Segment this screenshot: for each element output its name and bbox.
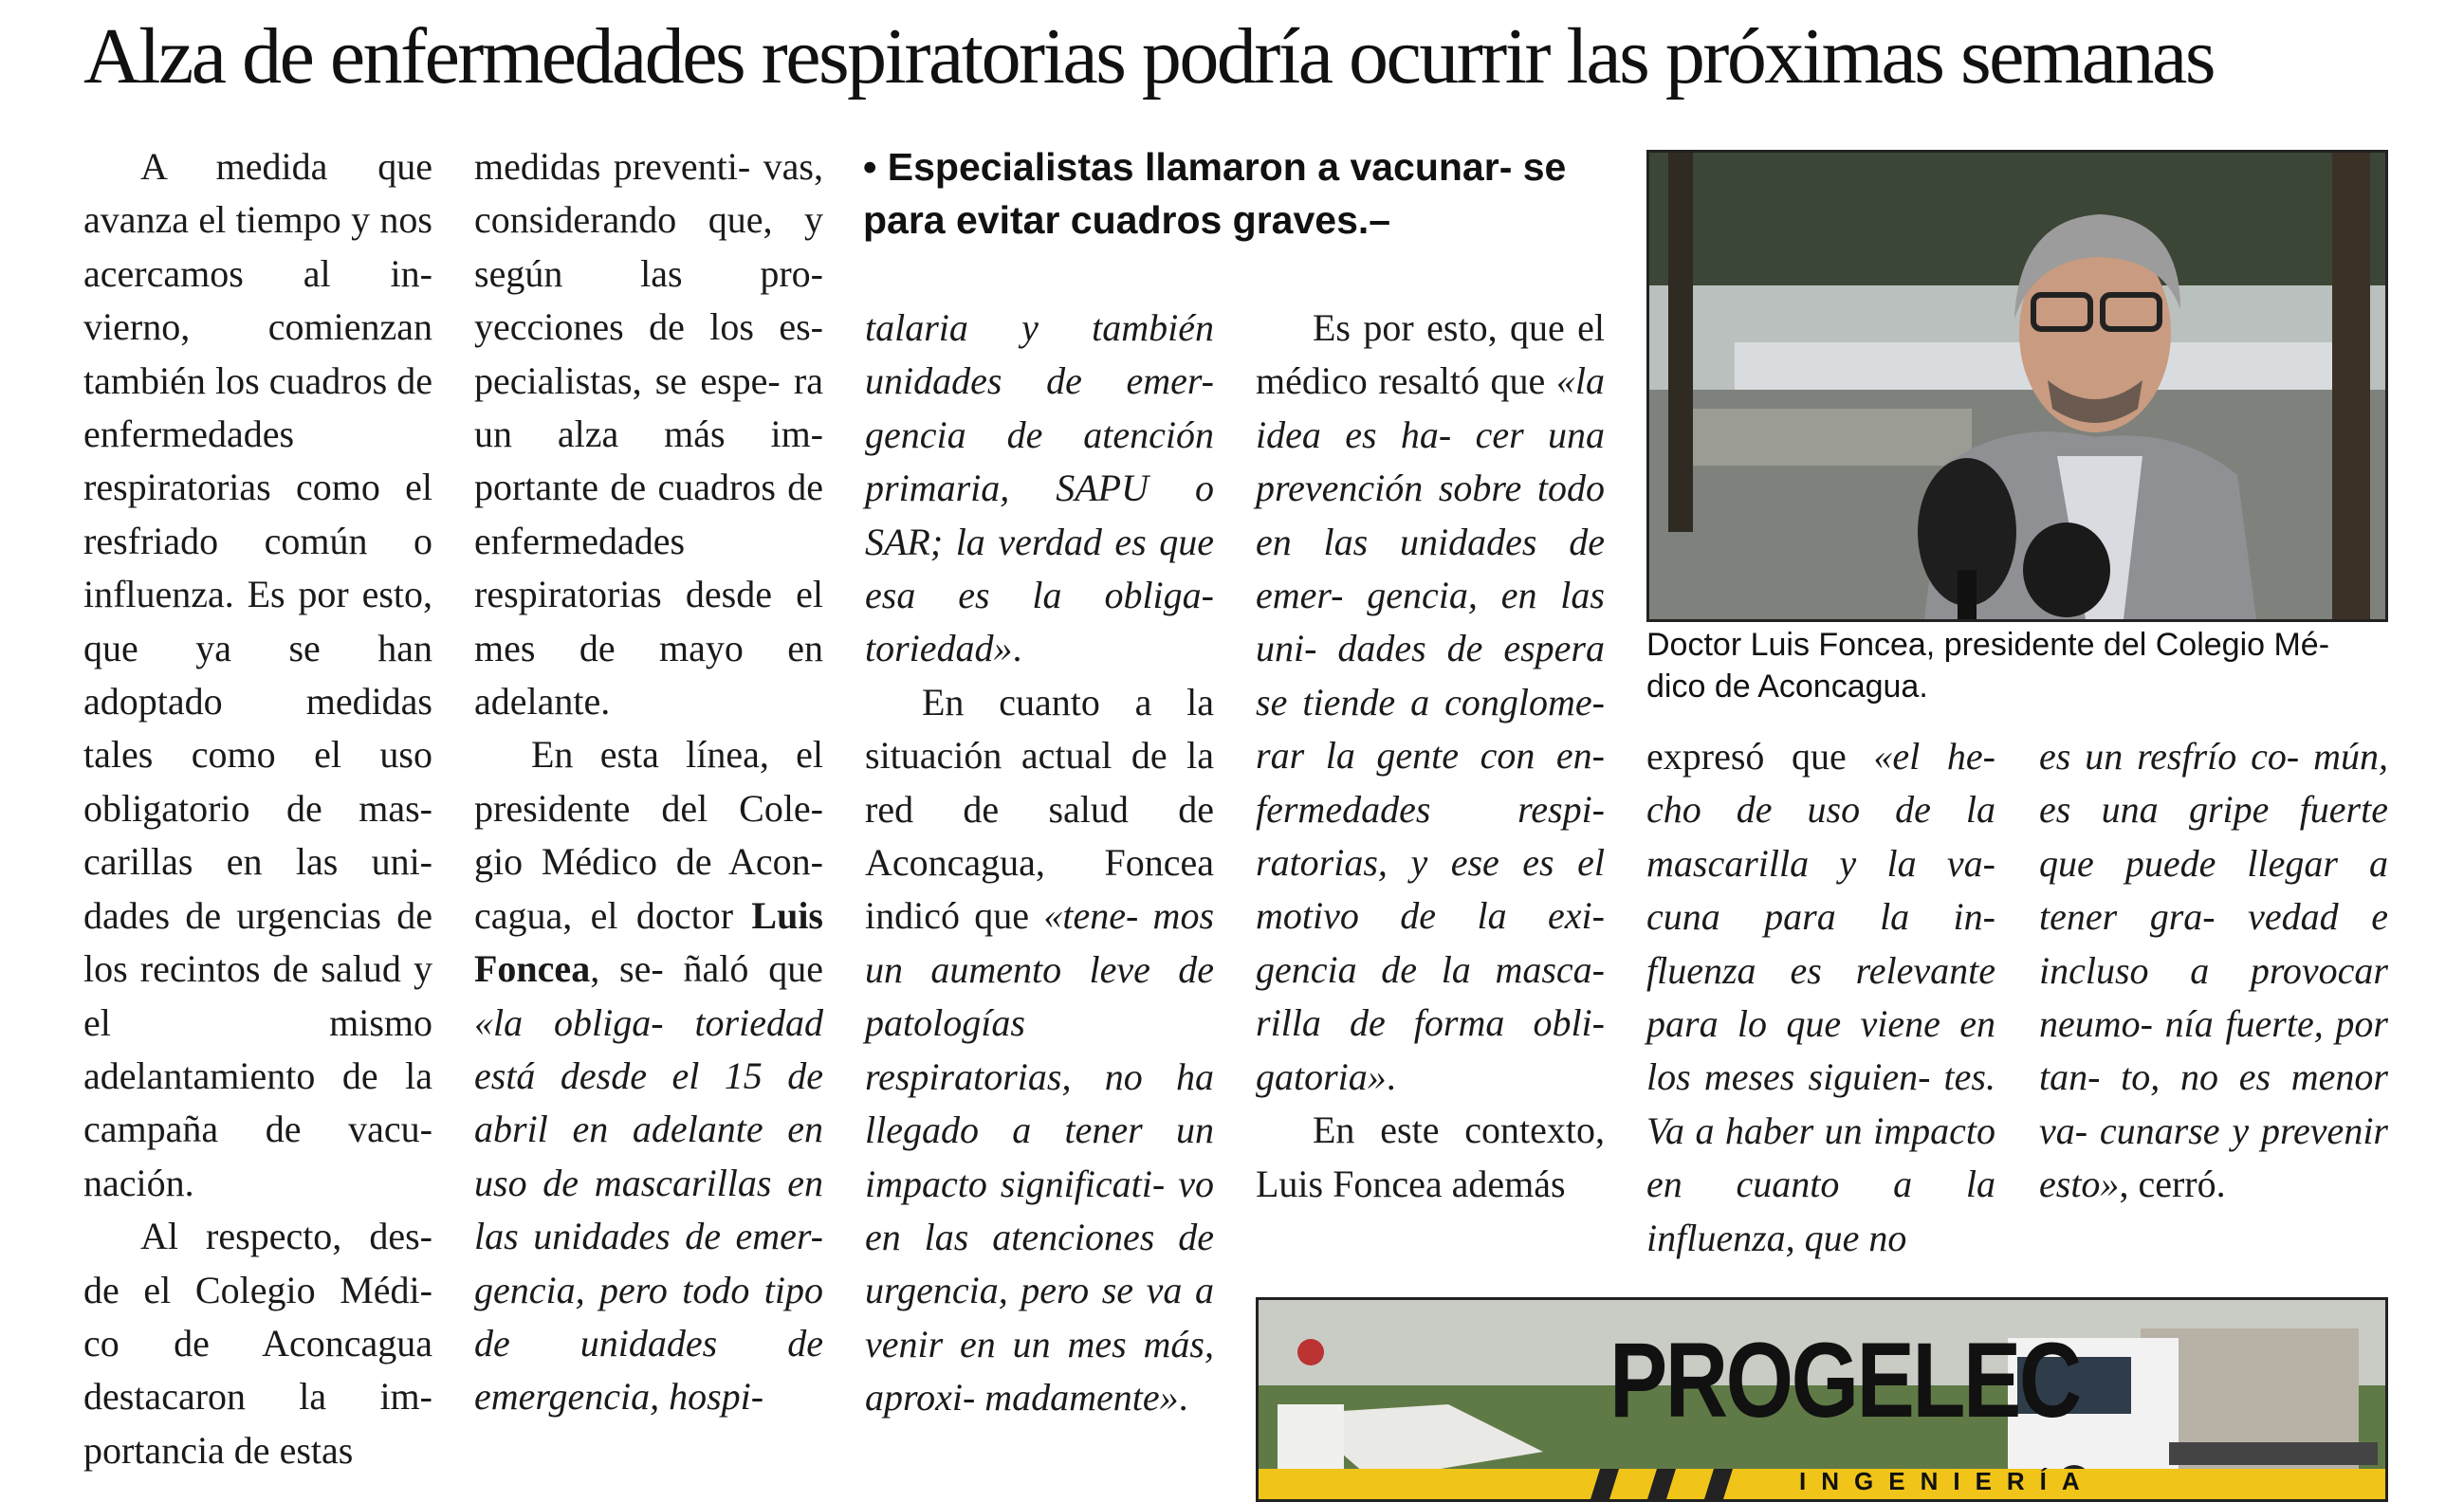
article-column-5 bbox=[1646, 730, 1995, 1265]
paragraph: medidas preventi- vas, considerando que, y según las pro- yecciones de los es- pecialistas, se espe- ra un alza más im- portante de cuadros de enfermedades respiratorias desde el mes de mayo en adelante. bbox=[474, 145, 823, 724]
article-photo bbox=[1646, 150, 2388, 622]
text-run: En cuanto a la situación actual de la red de salud de Aconcagua, Foncea indicó que bbox=[865, 680, 1214, 938]
quote: es un resfrío co- mún, es una gripe fuerte que puede llegar a tener gra- vedad e incluso a provocar neumo- nía fuerte, por tan- to, no es menor va- cunarse y prevenir esto» bbox=[2039, 735, 2388, 1206]
doctor-name: Luis Foncea bbox=[474, 893, 823, 991]
article-column-6 bbox=[2039, 730, 2388, 1212]
paragraph bbox=[865, 676, 1214, 1425]
paragraph: En este contexto, Luis Foncea además bbox=[1256, 1108, 1605, 1205]
paragraph bbox=[865, 302, 1214, 676]
headline: Alza de enfermedades respiratorias podría ocurrir las próximas semanas bbox=[83, 12, 2215, 101]
ad-tagline: INGENIERÍA bbox=[1799, 1467, 2095, 1495]
ad-brand-name: PROGELEC bbox=[1609, 1321, 2080, 1439]
text-run: , se- ñaló que bbox=[590, 947, 823, 991]
advertisement bbox=[1256, 1297, 2388, 1502]
photo-caption: Doctor Luis Foncea, presidente del Colegio Mé- dico de Aconcagua. bbox=[1646, 627, 2330, 705]
quote: talaria y también unidades de emer- gencia de atención primaria, SAPU o SAR; la verdad es que esa es la obliga- toriedad» bbox=[865, 306, 1214, 670]
article-column-4 bbox=[1256, 302, 1605, 1211]
paragraph bbox=[1256, 302, 1605, 1104]
quote: «tene- mos un aumento leve de patologías respiratorias, no ha llegado a tener un impacto significati- vo en las atenciones de urgencia, pero se va a venir en un mes más, aproxi- madamente» bbox=[865, 894, 1215, 1420]
quote: «el he- cho de uso de la mascarilla y la va- cuna para la in- fluenza es relevante para lo que viene en los meses siguien- tes. Va a haber un impacto en cuanto a la influenza, que no bbox=[1646, 735, 1995, 1259]
subheadline: • Especialistas llamaron a vacunar- se para evitar cuadros graves.– bbox=[863, 145, 1567, 242]
text-run: expresó que bbox=[1646, 735, 1847, 778]
article-column-3 bbox=[865, 302, 1214, 1425]
text-run: . bbox=[1178, 1376, 1188, 1420]
text-run: . bbox=[1012, 627, 1022, 670]
text-run: Es por esto, que el médico resaltó que bbox=[1256, 306, 1605, 403]
text-run: , cerró. bbox=[2119, 1163, 2226, 1206]
paragraph bbox=[2039, 730, 2388, 1212]
quote: «la obliga- toriedad está desde el 15 de abril en adelante en uso de mascarillas en las unidades de emer- gencia, pero todo tipo de unidades de emergencia, hospi- bbox=[474, 1000, 823, 1419]
text-run: . bbox=[1386, 1054, 1396, 1098]
paragraph bbox=[1646, 730, 1995, 1265]
quote: «la idea es ha- cer una prevención sobre todo en las unidades de emer- gencia, en las uni- dades de espera se tiende a conglome- rar la gente con en- fermedades respi- ratorias, y ese es el motivo de la exi- gencia de la masca- rilla de forma obli- gatoria» bbox=[1256, 359, 1606, 1098]
text-run: En esta línea, el presidente del Cole- gio Médico de Acon- cagua, el doctor bbox=[474, 733, 823, 937]
article-column-1 bbox=[83, 140, 432, 1477]
doctor-photo-illustration bbox=[1649, 153, 2385, 619]
paragraph bbox=[474, 728, 823, 1423]
article-column-2 bbox=[474, 140, 823, 1424]
paragraph: A medida que avanza el tiempo y nos acercamos al in- vierno, comienzan también los cuadros de enfermedades respiratorias como el resfriado común o influenza. Es por esto, que ya se han adoptado medidas tales como el uso obligatorio de mas- carillas en las uni- dades de urgencias de los recintos de salud y el mismo adelantamiento de la campaña de vacu- nación. bbox=[83, 145, 432, 1204]
paragraph: Al respecto, des- de el Colegio Médi- co de Aconcagua destacaron la im- portancia de estas bbox=[83, 1215, 432, 1472]
